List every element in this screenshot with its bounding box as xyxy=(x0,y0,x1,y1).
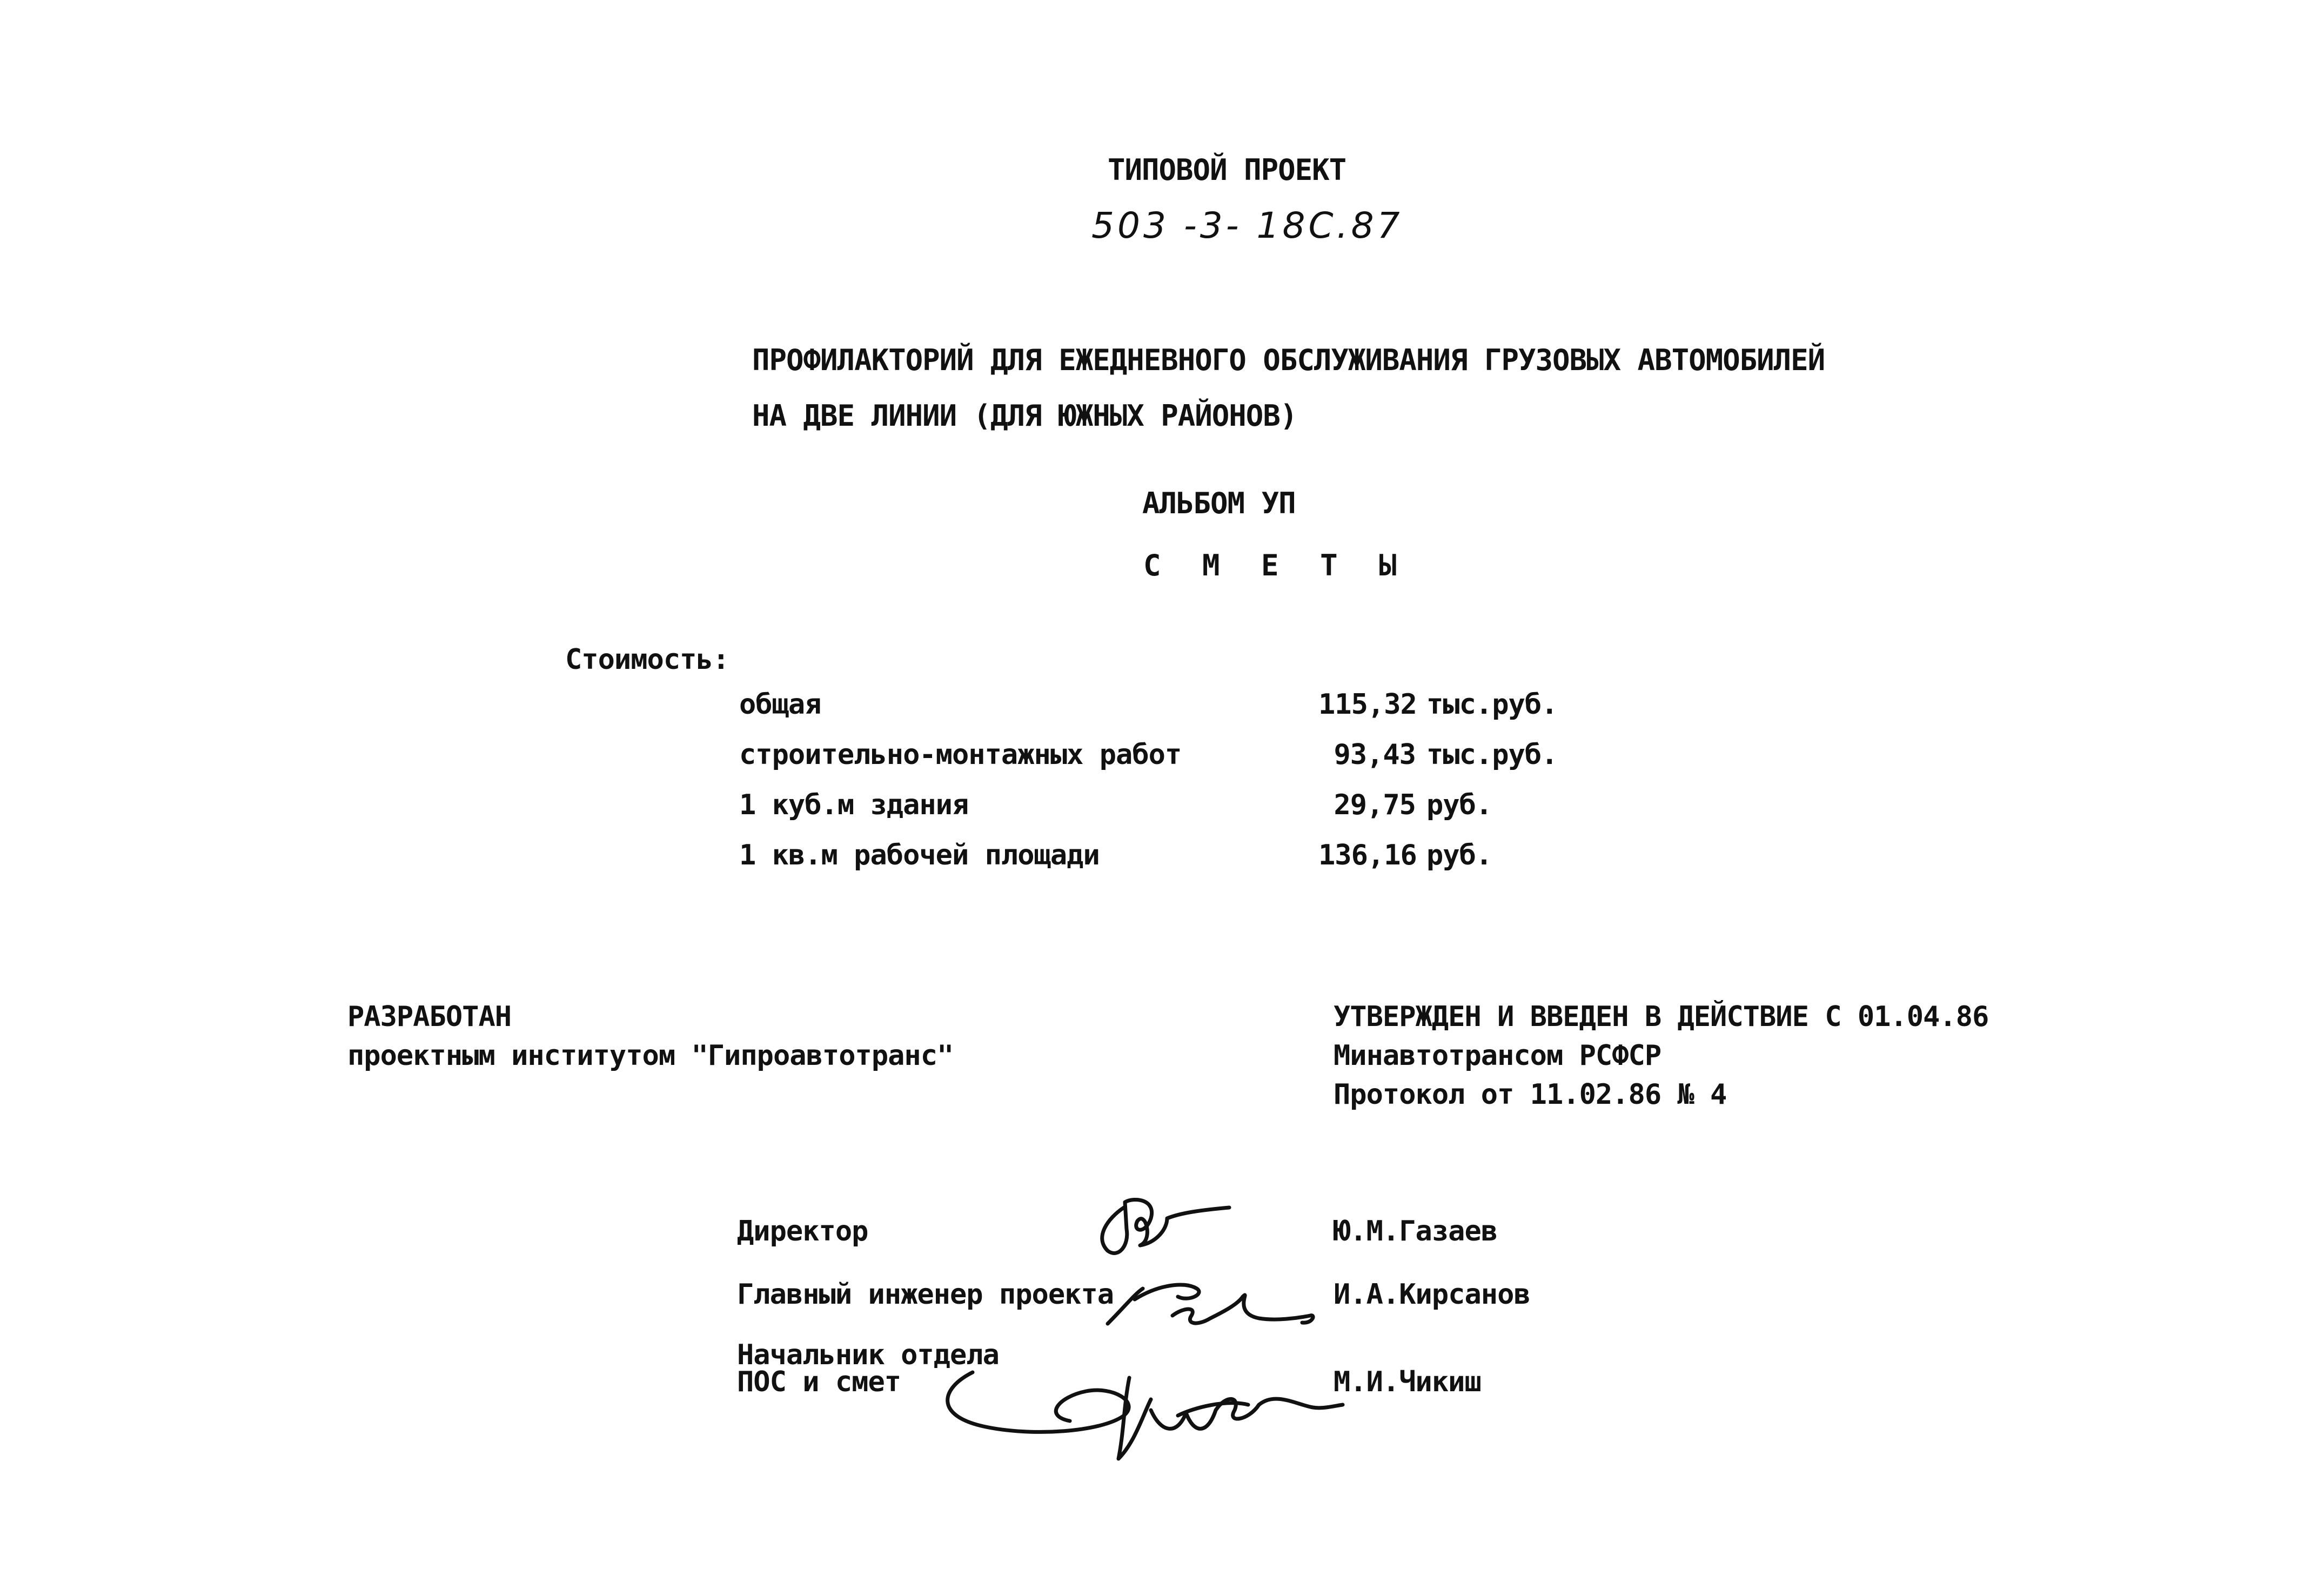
department-head-signature xyxy=(924,1340,1345,1470)
signatory-name-chief-engineer: И.А.Кирсанов xyxy=(1334,1278,1530,1311)
section-title: С М Е Т Ы xyxy=(1143,548,1409,582)
project-title-line-1: ПРОФИЛАКТОРИЙ ДЛЯ ЕЖЕДНЕВНОГО ОБСЛУЖИВАНИЯ ГРУЗОВЫХ АВТОМОБИЛЕЙ xyxy=(752,343,1825,377)
cost-row-unit: руб. xyxy=(1426,839,1492,871)
approval-line-2: Минавтотрансом РСФСР xyxy=(1334,1040,1661,1072)
cost-row-label: строительно-монтажных работ xyxy=(739,739,1182,771)
cost-row-label: 1 куб.м здания xyxy=(739,789,969,821)
cost-row-unit: тыс.руб. xyxy=(1426,739,1558,771)
cost-row-unit: руб. xyxy=(1426,789,1492,821)
approval-line-3: Протокол от 11.02.86 № 4 xyxy=(1334,1078,1727,1111)
signatory-title-chief-engineer: Главный инженер проекта xyxy=(737,1278,1114,1311)
signatory-name-department-head: М.И.Чикиш xyxy=(1334,1366,1481,1398)
approval-line-1: УТВЕРЖДЕН И ВВЕДЕН В ДЕЙСТВИЕ С 01.04.86 xyxy=(1334,1001,1989,1033)
album-label: АЛЬБОМ УП xyxy=(1142,486,1296,520)
director-signature xyxy=(1086,1186,1248,1267)
developed-heading: РАЗРАБОТАН xyxy=(347,1001,512,1033)
cost-row-value: 93,43 xyxy=(1334,739,1416,771)
project-number: 503 -3- 18С.87 xyxy=(1091,205,1403,246)
cost-row-label: 1 кв.м рабочей площади xyxy=(739,839,1100,871)
cost-row-value: 29,75 xyxy=(1334,789,1416,821)
cost-heading: Стоимость: xyxy=(565,643,729,676)
cost-row-value: 136,16 xyxy=(1318,839,1417,871)
cost-row-value: 115,32 xyxy=(1318,688,1417,721)
cost-row-label: общая xyxy=(739,688,821,721)
signatory-title-director: Директор xyxy=(737,1215,868,1248)
signatory-title-department-head-line-2: ПОС и смет xyxy=(737,1366,901,1398)
cost-row-unit: тыс.руб. xyxy=(1426,688,1558,721)
signatory-title-department-head-line-1: Начальник отдела xyxy=(737,1339,999,1371)
chief-engineer-signature xyxy=(1102,1264,1318,1335)
project-title-line-2: НА ДВЕ ЛИНИИ (ДЛЯ ЮЖНЫХ РАЙОНОВ) xyxy=(752,399,1297,433)
developed-by: проектным институтом "Гипроавтотранс" xyxy=(347,1040,954,1072)
document-type-title: ТИПОВОЙ ПРОЕКТ xyxy=(1108,153,1346,187)
signatory-name-director: Ю.М.Газаев xyxy=(1334,1215,1498,1248)
